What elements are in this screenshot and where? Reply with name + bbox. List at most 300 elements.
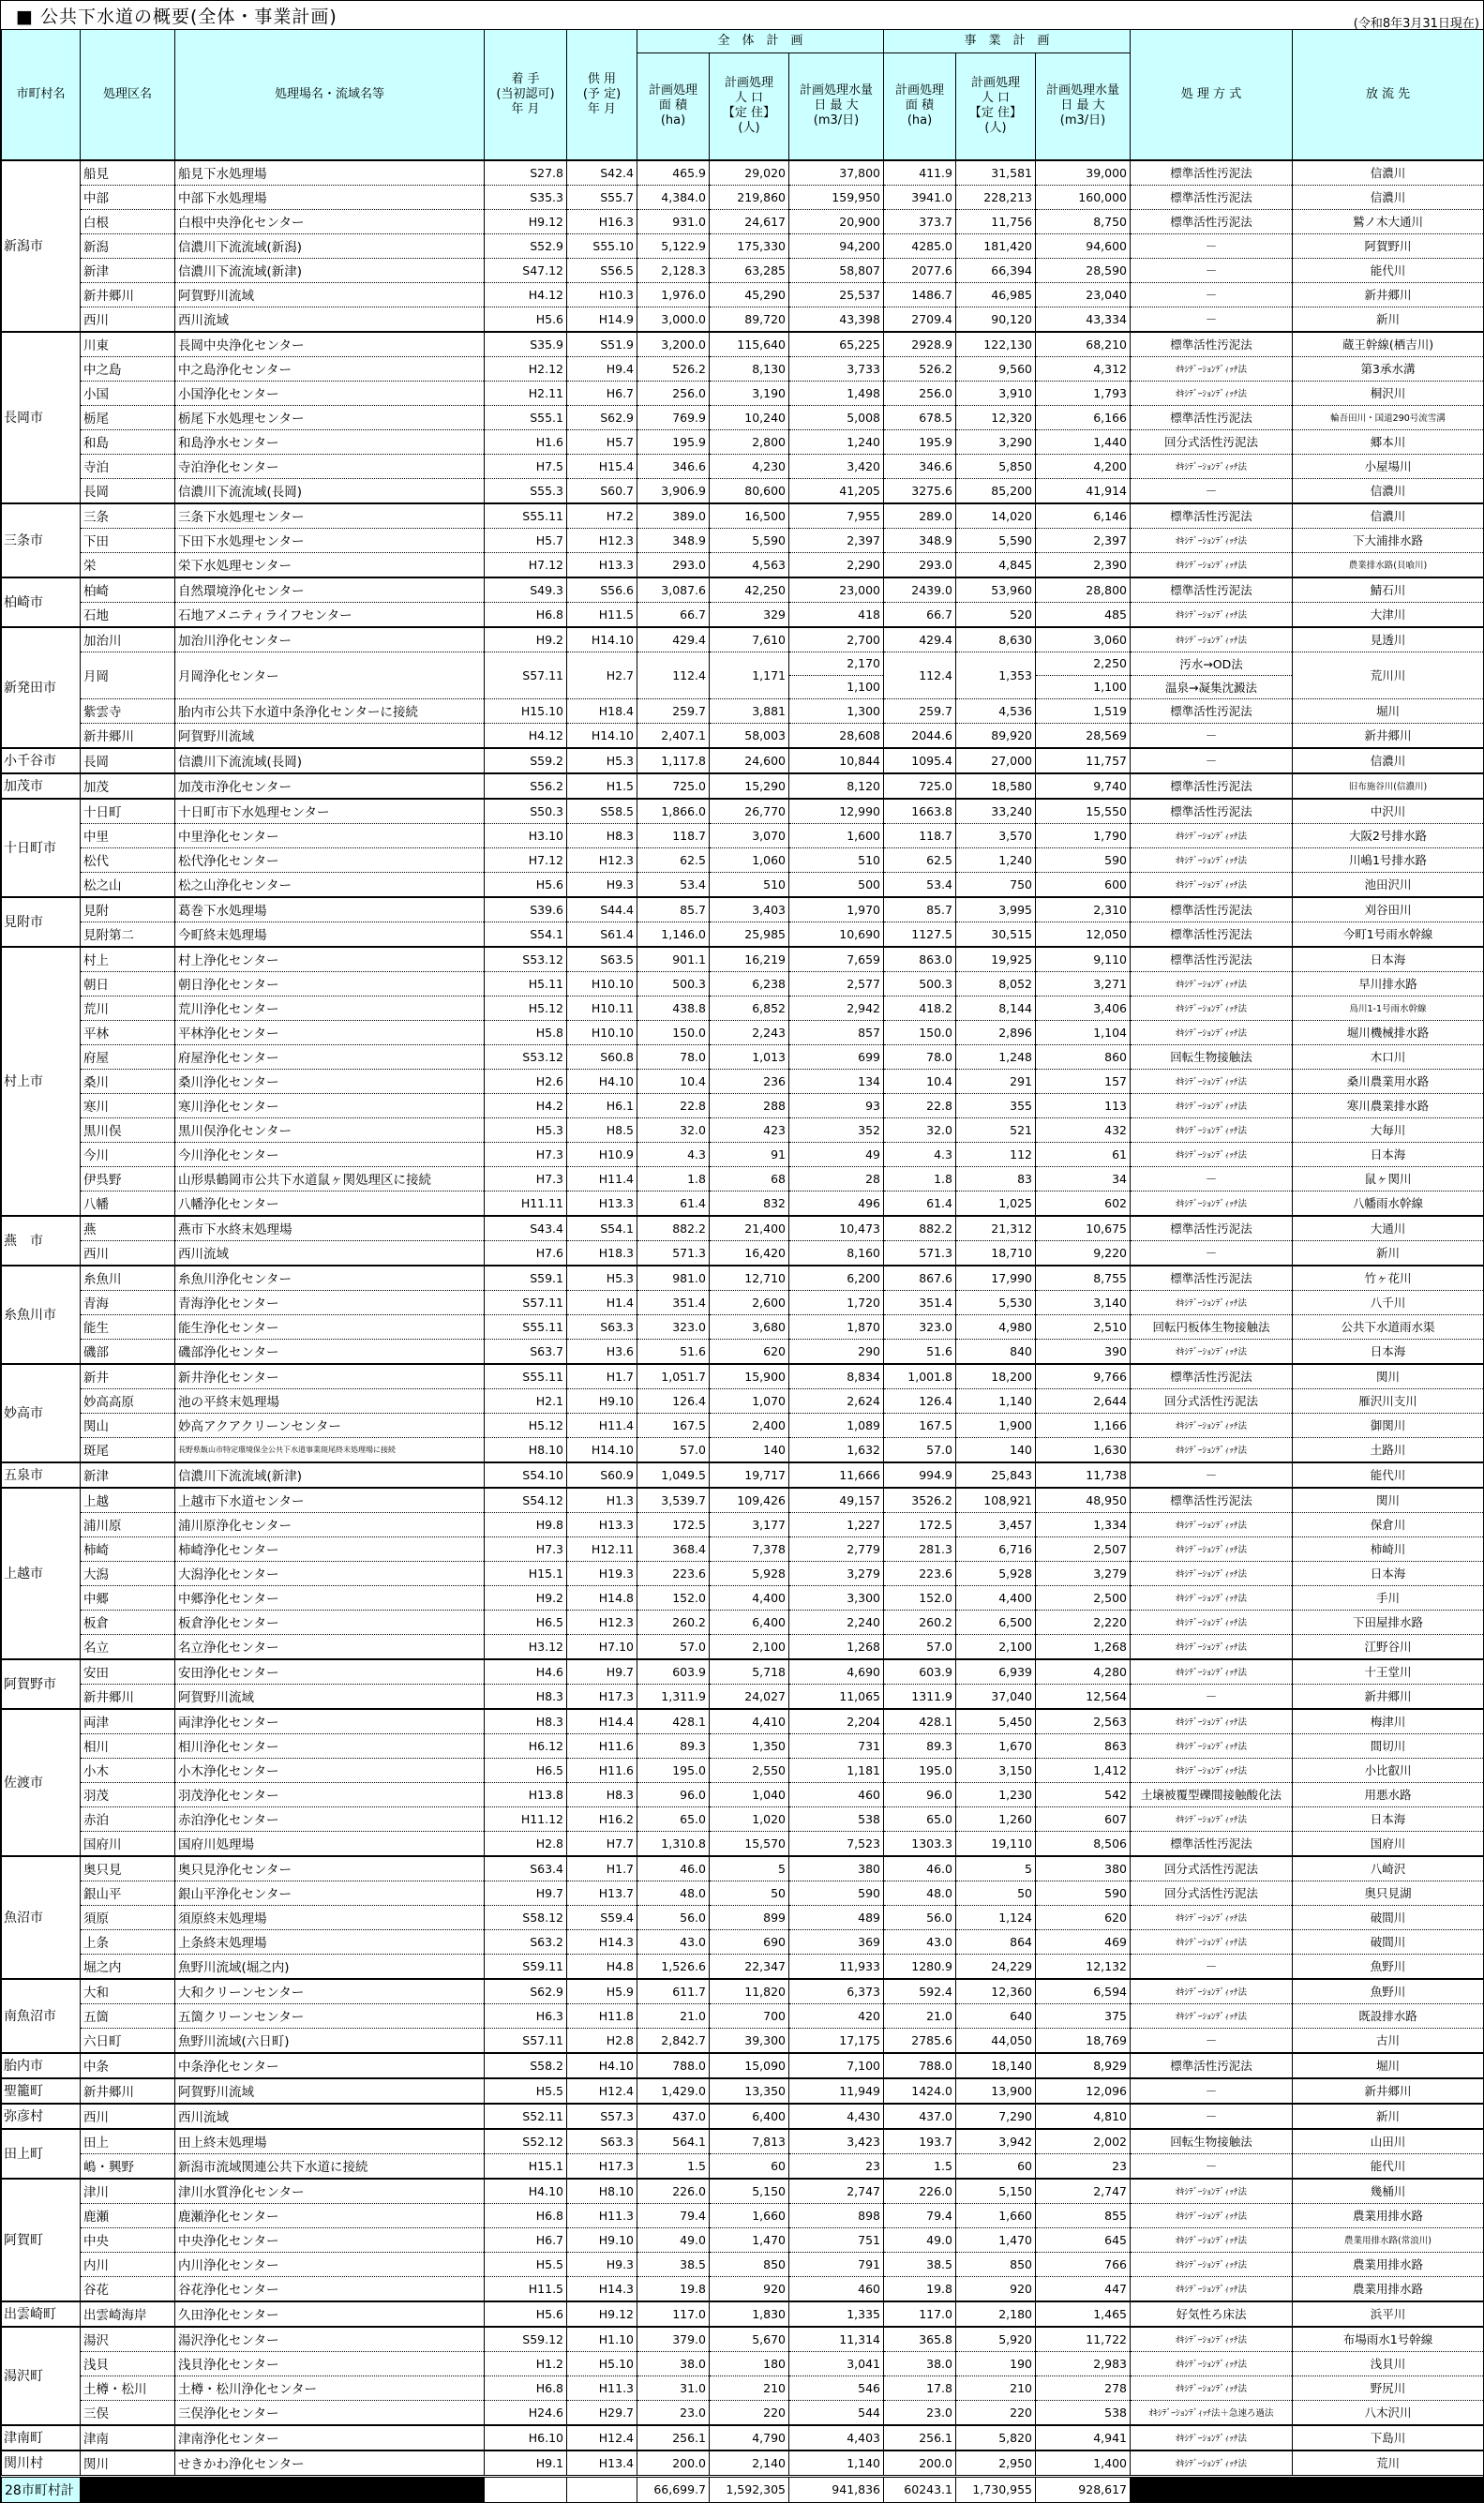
plant-cell: 寒川浄化センター [175, 1093, 485, 1117]
inservice-cell: S44.4 [567, 897, 637, 922]
project-flow-cell: 6,146 [1036, 503, 1131, 529]
project-area-cell: 2439.0 [884, 577, 956, 603]
discharge-cell: 既設排水路 [1293, 2003, 1484, 2028]
method-cell: ｵｷｼﾃﾞｰｼｮﾝﾃﾞｨｯﾁ法 [1131, 1437, 1293, 1462]
discharge-cell: 旧布施谷川(信濃川) [1293, 773, 1484, 799]
plant-cell: 中条浄化センター [175, 2053, 485, 2078]
overall-area-cell: 19.8 [637, 2276, 710, 2301]
discharge-cell: 阿賀野川 [1293, 233, 1484, 258]
start-cell: H7.3 [485, 1536, 567, 1561]
overall-population-cell: 60 [710, 2153, 789, 2179]
table-row [2, 1881, 1484, 1905]
overall-area-cell: 1.8 [637, 1166, 710, 1191]
overall-population-cell: 6,238 [710, 971, 789, 996]
header-line: 供 用 [587, 71, 617, 86]
district-cell: 平林 [81, 1020, 175, 1044]
discharge-cell: 今町1号雨水幹線 [1293, 922, 1484, 947]
discharge-cell: 農業用排水路 [1293, 2276, 1484, 2301]
plant-cell: 両津浄化センター [175, 1709, 485, 1734]
method-cell: ｵｷｼﾃﾞｰｼｮﾝﾃﾞｨｯﾁ法 [1131, 2376, 1293, 2400]
project-area-cell: 96.0 [884, 1782, 956, 1806]
project-population-cell: 210 [956, 2376, 1036, 2400]
start-cell: H6.12 [485, 1733, 567, 1758]
inservice-cell: H17.3 [567, 1684, 637, 1709]
project-area-cell: 437.0 [884, 2104, 956, 2129]
project-flow-cell: 34 [1036, 1166, 1131, 1191]
overall-flow-cell: 11,065 [789, 1684, 884, 1709]
inservice-cell: H1.7 [567, 1856, 637, 1881]
project-flow-cell: 2,983 [1036, 2351, 1131, 2376]
header-line: 日 最 大 [1060, 98, 1105, 113]
discharge-cell: 山田川 [1293, 2129, 1484, 2154]
discharge-cell: 能代川 [1293, 1462, 1484, 1488]
inservice-cell: H17.3 [567, 2153, 637, 2179]
plant-cell: 大和クリーンセンター [175, 1979, 485, 2004]
col-district: 処理区名 [81, 30, 175, 160]
plant-cell: 栄下水処理センター [175, 552, 485, 577]
method-cell: ｵｷｼﾃﾞｰｼｮﾝﾃﾞｨｯﾁ法 [1131, 1069, 1293, 1093]
start-cell: S49.3 [485, 577, 567, 603]
overall-flow-cell: 460 [789, 1782, 884, 1806]
project-flow-cell: 542 [1036, 1782, 1131, 1806]
project-area-cell: 1280.9 [884, 1954, 956, 1979]
inservice-cell: H8.3 [567, 823, 637, 847]
discharge-cell: 魚野川 [1293, 1954, 1484, 1979]
table-row [2, 1437, 1484, 1462]
overall-population-cell: 1,070 [710, 1388, 789, 1413]
project-area-cell: 112.4 [884, 652, 956, 698]
project-area-cell: 725.0 [884, 773, 956, 799]
overall-area-cell: 10.4 [637, 1069, 710, 1093]
overall-area-cell: 223.6 [637, 1561, 710, 1585]
project-population-cell: 4,845 [956, 552, 1036, 577]
district-cell: 相川 [81, 1733, 175, 1758]
discharge-cell: 破間川 [1293, 1929, 1484, 1954]
method-cell: ｵｷｼﾃﾞｰｼｮﾝﾃﾞｨｯﾁ法 [1131, 356, 1293, 381]
inservice-cell: H9.3 [567, 2252, 637, 2276]
start-cell: H24.6 [485, 2400, 567, 2425]
overall-area-cell: 901.1 [637, 947, 710, 972]
municipality-cell: 長岡市 [2, 332, 81, 503]
overall-population-cell: 7,378 [710, 1536, 789, 1561]
project-population-cell: 5,450 [956, 1709, 1036, 1734]
table-row [2, 2327, 1484, 2352]
project-population-cell: 27,000 [956, 748, 1036, 773]
inservice-cell: H10.3 [567, 282, 637, 307]
method-cell: ｵｷｼﾃﾞｰｼｮﾝﾃﾞｨｯﾁ法 [1131, 1929, 1293, 1954]
project-population-cell: 750 [956, 872, 1036, 897]
discharge-cell: 早川排水路 [1293, 971, 1484, 996]
plant-cell: 赤泊浄化センター [175, 1806, 485, 1831]
discharge-cell: 信濃川 [1293, 185, 1484, 209]
start-cell: H6.5 [485, 1610, 567, 1634]
district-cell: 中里 [81, 823, 175, 847]
district-cell: 中郷 [81, 1585, 175, 1610]
overall-area-cell: 611.7 [637, 1979, 710, 2004]
method-cell: ｵｷｼﾃﾞｰｼｮﾝﾃﾞｨｯﾁ法 [1131, 1905, 1293, 1929]
project-population-cell: 4,980 [956, 1314, 1036, 1339]
project-area-cell: 85.7 [884, 897, 956, 922]
start-cell: S63.7 [485, 1339, 567, 1364]
inservice-cell: H12.3 [567, 528, 637, 552]
overall-area-cell: 882.2 [637, 1216, 710, 1241]
project-area-cell: 65.0 [884, 1806, 956, 1831]
project-flow-cell: 12,096 [1036, 2078, 1131, 2104]
district-cell: 小木 [81, 1758, 175, 1782]
inservice-cell: H9.4 [567, 356, 637, 381]
project-area-cell: 373.7 [884, 209, 956, 233]
overall-population-cell: 80,600 [710, 478, 789, 503]
header-line: 日 最 大 [814, 98, 859, 113]
method-cell: ｵｷｼﾃﾞｰｼｮﾝﾃﾞｨｯﾁ法 [1131, 996, 1293, 1020]
project-flow-cell: 8,755 [1036, 1266, 1131, 1291]
discharge-cell: 郷本川 [1293, 429, 1484, 454]
overall-area-cell: 437.0 [637, 2104, 710, 2129]
district-cell: 下田 [81, 528, 175, 552]
overall-population-cell: 175,330 [710, 233, 789, 258]
overall-area-cell: 368.4 [637, 1536, 710, 1561]
overall-flow-cell: 58,807 [789, 258, 884, 282]
overall-area-cell: 256.1 [637, 2425, 710, 2451]
overall-area-cell: 389.0 [637, 503, 710, 529]
inservice-cell: H14.4 [567, 1709, 637, 1734]
table-row [2, 1782, 1484, 1806]
overall-flow-cell: 380 [789, 1856, 884, 1881]
district-cell: 中部 [81, 185, 175, 209]
overall-area-cell: 260.2 [637, 1610, 710, 1634]
table-row [2, 823, 1484, 847]
overall-area-cell: 5,122.9 [637, 233, 710, 258]
header-line: (ha) [660, 113, 686, 128]
col-project-population [956, 53, 1036, 160]
discharge-cell: 能代川 [1293, 2153, 1484, 2179]
start-cell: H2.1 [485, 1388, 567, 1413]
overall-flow-cell: 7,955 [789, 503, 884, 529]
project-area-cell: 51.6 [884, 1339, 956, 1364]
district-cell: 能生 [81, 1314, 175, 1339]
project-flow-cell: 43,334 [1036, 307, 1131, 332]
inservice-cell: H1.4 [567, 1290, 637, 1314]
discharge-cell: 新川 [1293, 307, 1484, 332]
discharge-cell: 新井郷川 [1293, 282, 1484, 307]
municipality-cell: 津南町 [2, 2425, 81, 2451]
municipality-cell: 田上町 [2, 2129, 81, 2179]
project-population-cell: 181,420 [956, 233, 1036, 258]
project-flow-cell: 645 [1036, 2227, 1131, 2252]
project-flow-cell: 4,280 [1036, 1659, 1131, 1685]
discharge-cell: 荒川 [1293, 2451, 1484, 2477]
start-cell: H5.11 [485, 971, 567, 996]
project-flow-cell: 3,279 [1036, 1561, 1131, 1585]
overall-population-cell: 210 [710, 2376, 789, 2400]
project-flow-cell: 2,563 [1036, 1709, 1131, 1734]
project-flow-cell: 9,220 [1036, 1240, 1131, 1266]
project-population-cell: 5,920 [956, 2327, 1036, 2352]
inservice-cell: H12.4 [567, 2425, 637, 2451]
start-cell: S58.2 [485, 2053, 567, 2078]
method-cell: 標準活性汚泥法 [1131, 209, 1293, 233]
project-flow-cell: 28,800 [1036, 577, 1131, 603]
table-row [2, 1905, 1484, 1929]
page-title: ■ 公共下水道の概要(全体・事業計画) [16, 7, 337, 27]
overall-flow-cell: 420 [789, 2003, 884, 2028]
overall-flow-cell: 369 [789, 1929, 884, 1954]
overall-flow-cell: 25,537 [789, 282, 884, 307]
method-cell: 標準活性汚泥法 [1131, 405, 1293, 429]
start-cell: H9.7 [485, 1881, 567, 1905]
overall-population-cell: 2,400 [710, 1413, 789, 1437]
project-flow-cell: 10,675 [1036, 1216, 1131, 1241]
inservice-cell: H9.12 [567, 2301, 637, 2327]
project-flow-cell: 6,594 [1036, 1979, 1131, 2004]
start-cell: S57.11 [485, 652, 567, 698]
table-row [2, 478, 1484, 503]
project-area-cell: 4285.0 [884, 233, 956, 258]
overall-flow-cell: 898 [789, 2203, 884, 2227]
overall-population-cell: 26,770 [710, 799, 789, 824]
method-cell: 標準活性汚泥法 [1131, 922, 1293, 947]
district-cell: 内川 [81, 2252, 175, 2276]
project-population-cell: 920 [956, 2276, 1036, 2301]
total-blank-inservice [567, 2476, 637, 2502]
overall-area-cell: 603.9 [637, 1659, 710, 1685]
inservice-cell: H11.4 [567, 1413, 637, 1437]
project-area-cell: 592.4 [884, 1979, 956, 2004]
method-cell: ｵｷｼﾃﾞｰｼｮﾝﾃﾞｨｯﾁ法 [1131, 1142, 1293, 1166]
overall-population-cell: 510 [710, 872, 789, 897]
plant-cell: 阿賀野川流域 [175, 723, 485, 748]
method-cell: 標準活性汚泥法 [1131, 1488, 1293, 1513]
header-line: 【定 住】 [968, 106, 1023, 121]
overall-population-cell: 3,070 [710, 823, 789, 847]
discharge-cell: 新井郷川 [1293, 1684, 1484, 1709]
table-row [2, 698, 1484, 723]
project-area-cell: 348.9 [884, 528, 956, 552]
table-row [2, 1954, 1484, 1979]
inservice-cell: H3.6 [567, 1339, 637, 1364]
start-cell: S35.9 [485, 332, 567, 357]
plant-cell: 白根中央浄化センター [175, 209, 485, 233]
plant-cell: 相川浄化センター [175, 1733, 485, 1758]
start-cell: S55.3 [485, 478, 567, 503]
district-cell: 寺泊 [81, 454, 175, 478]
project-area-cell: 49.0 [884, 2227, 956, 2252]
inservice-cell: H13.3 [567, 1191, 637, 1216]
municipality-cell: 村上市 [2, 947, 81, 1216]
project-area-cell: 195.9 [884, 429, 956, 454]
overall-population-cell: 1,830 [710, 2301, 789, 2327]
header-line: (人) [984, 121, 1007, 136]
overall-flow-cell: 10,844 [789, 748, 884, 773]
project-population-cell: 864 [956, 1929, 1036, 1954]
overall-area-cell: 1,146.0 [637, 922, 710, 947]
table-row [2, 1684, 1484, 1709]
start-cell: H9.12 [485, 209, 567, 233]
overall-area-cell: 117.0 [637, 2301, 710, 2327]
method-cell: ｵｷｼﾃﾞｰｼｮﾝﾃﾞｨｯﾁ法 [1131, 1093, 1293, 1117]
overall-flow-cell: 11,666 [789, 1462, 884, 1488]
district-cell: 嶋・興野 [81, 2153, 175, 2179]
inservice-cell: H14.3 [567, 1929, 637, 1954]
table-row [2, 1166, 1484, 1191]
discharge-cell: 用悪水路 [1293, 1782, 1484, 1806]
project-flow-cell: 1,166 [1036, 1413, 1131, 1437]
overall-population-cell: 700 [710, 2003, 789, 2028]
method-cell: ｵｷｼﾃﾞｰｼｮﾝﾃﾞｨｯﾁ法 [1131, 2276, 1293, 2301]
district-cell: 堀之内 [81, 1954, 175, 1979]
overall-flow-cell: 49,157 [789, 1488, 884, 1513]
method-cell: 標準活性汚泥法 [1131, 1216, 1293, 1241]
inservice-cell: S54.1 [567, 1216, 637, 1241]
overall-area-cell: 23.0 [637, 2400, 710, 2425]
project-population-cell: 850 [956, 2252, 1036, 2276]
plant-cell: 三条下水処理センター [175, 503, 485, 529]
method-cell: ｵｷｼﾃﾞｰｼｮﾝﾃﾞｨｯﾁ法 [1131, 971, 1293, 996]
plant-cell: 自然環境浄化センター [175, 577, 485, 603]
method-cell: － [1131, 1240, 1293, 1266]
project-flow-cell: 11,722 [1036, 2327, 1131, 2352]
discharge-cell: 農業用排水路(常浪川) [1293, 2227, 1484, 2252]
project-flow-cell: 590 [1036, 1881, 1131, 1905]
overall-area-cell: 3,539.7 [637, 1488, 710, 1513]
overall-flow-cell: 4,690 [789, 1659, 884, 1685]
plant-cell: 湯沢浄化センター [175, 2327, 485, 2352]
method-cell: 標準活性汚泥法 [1131, 185, 1293, 209]
start-cell: H6.8 [485, 2376, 567, 2400]
overall-flow-cell: 17,175 [789, 2028, 884, 2053]
overall-area-cell: 1,429.0 [637, 2078, 710, 2104]
project-flow-cell: 94,600 [1036, 233, 1131, 258]
project-flow-cell: 855 [1036, 2203, 1131, 2227]
overall-population-cell: 1,040 [710, 1782, 789, 1806]
district-cell: 和島 [81, 429, 175, 454]
discharge-cell: 大通川 [1293, 1216, 1484, 1241]
overall-area-cell: 21.0 [637, 2003, 710, 2028]
project-area-cell: 603.9 [884, 1659, 956, 1685]
district-cell: 新津 [81, 258, 175, 282]
district-cell: 小国 [81, 381, 175, 405]
project-flow-cell: 3,060 [1036, 627, 1131, 652]
header-line: 着 手 [511, 71, 540, 86]
overall-area-cell: 526.2 [637, 356, 710, 381]
total-value: 1,592,305 [710, 2476, 789, 2502]
discharge-cell: 鼠ヶ関川 [1293, 1166, 1484, 1191]
project-flow-cell: 28,590 [1036, 258, 1131, 282]
start-cell: H3.10 [485, 823, 567, 847]
overall-population-cell: 5,150 [710, 2179, 789, 2204]
overall-area-cell: 2,128.3 [637, 258, 710, 282]
total-value: 66,699.7 [637, 2476, 710, 2502]
inservice-cell: H7.10 [567, 1634, 637, 1659]
table-row [2, 1856, 1484, 1881]
start-cell: S56.2 [485, 773, 567, 799]
district-cell: 浅貝 [81, 2351, 175, 2376]
start-cell: H6.3 [485, 2003, 567, 2028]
table-row [2, 2276, 1484, 2301]
project-flow-cell: 1,793 [1036, 381, 1131, 405]
discharge-cell: 堀川 [1293, 698, 1484, 723]
table-row [2, 2203, 1484, 2227]
discharge-cell: 能代川 [1293, 258, 1484, 282]
method-cell: 標準活性汚泥法 [1131, 773, 1293, 799]
discharge-cell: 農業用排水路 [1293, 2252, 1484, 2276]
start-cell: S57.11 [485, 2028, 567, 2053]
overall-population-cell: 6,400 [710, 2104, 789, 2129]
table-row [2, 1093, 1484, 1117]
overall-flow-cell: 4,430 [789, 2104, 884, 2129]
method-cell: 回転円板体生物接触法 [1131, 1314, 1293, 1339]
overall-area-cell: 2,842.7 [637, 2028, 710, 2053]
start-cell: H4.10 [485, 2179, 567, 2204]
project-flow-cell: 4,312 [1036, 356, 1131, 381]
project-population-cell: 140 [956, 1437, 1036, 1462]
project-flow-cell: 469 [1036, 1929, 1131, 1954]
overall-population-cell: 1,060 [710, 847, 789, 872]
overall-population-cell: 16,500 [710, 503, 789, 529]
inservice-cell: H5.3 [567, 748, 637, 773]
method-cell: ｵｷｼﾃﾞｰｼｮﾝﾃﾞｨｯﾁ法 [1131, 1659, 1293, 1685]
method-cell: ｵｷｼﾃﾞｰｼｮﾝﾃﾞｨｯﾁ法 [1131, 1191, 1293, 1216]
overall-flow-cell: 1,089 [789, 1413, 884, 1437]
plant-cell: 須原終末処理場 [175, 1905, 485, 1929]
start-cell: H5.7 [485, 528, 567, 552]
table-row [2, 847, 1484, 872]
overall-flow-cell: 10,690 [789, 922, 884, 947]
table-row [2, 2451, 1484, 2477]
overall-area-cell: 438.8 [637, 996, 710, 1020]
district-cell: 見附第二 [81, 922, 175, 947]
overall-area-cell: 51.6 [637, 1339, 710, 1364]
project-area-cell: 17.8 [884, 2376, 956, 2400]
col-overall-population [710, 53, 789, 160]
overall-area-cell: 4,384.0 [637, 185, 710, 209]
inservice-cell: S56.5 [567, 258, 637, 282]
overall-area-cell: 226.0 [637, 2179, 710, 2204]
project-area-cell: 152.0 [884, 1585, 956, 1610]
table-row [2, 1240, 1484, 1266]
project-flow-cell: 538 [1036, 2400, 1131, 2425]
municipality-cell: 柏崎市 [2, 577, 81, 627]
plant-cell: 府屋浄化センター [175, 1044, 485, 1069]
project-flow-cell: 2,510 [1036, 1314, 1131, 1339]
project-area-cell: 3941.0 [884, 185, 956, 209]
plant-cell: 加治川浄化センター [175, 627, 485, 652]
project-flow-cell: 23 [1036, 2153, 1131, 2179]
method-cell: ｵｷｼﾃﾞｰｼｮﾝﾃﾞｨｯﾁ法 [1131, 2179, 1293, 2204]
project-population-cell: 5,530 [956, 1290, 1036, 1314]
plant-cell: 小木浄化センター [175, 1758, 485, 1782]
method-cell: 好気性ろ床法 [1131, 2301, 1293, 2327]
project-flow-cell: 860 [1036, 1044, 1131, 1069]
project-area-cell: 2785.6 [884, 2028, 956, 2053]
project-area-cell: 117.0 [884, 2301, 956, 2327]
overall-flow-cell: 3,041 [789, 2351, 884, 2376]
discharge-cell: 下島川 [1293, 2425, 1484, 2451]
municipality-cell: 弥彦村 [2, 2104, 81, 2129]
start-cell: H4.12 [485, 723, 567, 748]
start-cell: H3.12 [485, 1634, 567, 1659]
district-cell: 中之島 [81, 356, 175, 381]
district-cell: 長岡 [81, 748, 175, 773]
project-flow-cell: 2,500 [1036, 1585, 1131, 1610]
inservice-cell: H14.8 [567, 1585, 637, 1610]
header-line: (人) [738, 121, 760, 136]
project-population-cell: 53,960 [956, 577, 1036, 603]
district-cell: 加茂 [81, 773, 175, 799]
start-cell: H1.6 [485, 429, 567, 454]
start-cell: S53.12 [485, 947, 567, 972]
overall-area-cell: 89.3 [637, 1733, 710, 1758]
